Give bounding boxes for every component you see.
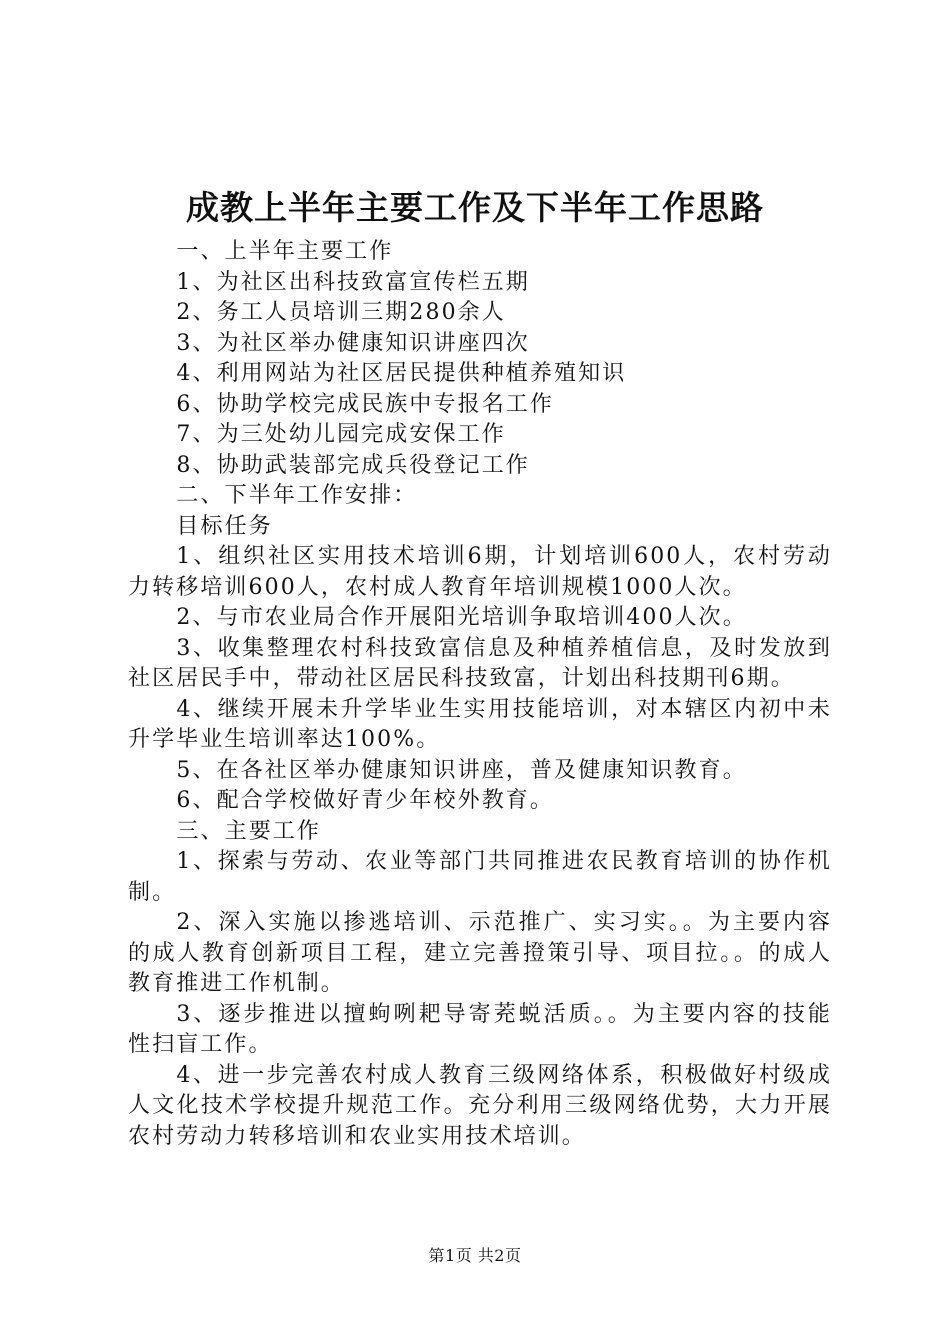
paragraph: 5、在各社区举办健康知识讲座，普及健康知识教育。 bbox=[176, 757, 747, 783]
list-item: 6、协助学校完成民族中专报名工作 bbox=[176, 391, 554, 417]
paragraph: 6、配合学校做好青少年校外教育。 bbox=[176, 788, 554, 813]
section-heading-main-work: 三、主要工作 bbox=[176, 818, 321, 844]
section-heading-second-half: 二、下半年工作安排： bbox=[176, 483, 418, 508]
paragraph: 1、探索与劳动、农业等部门共同推进农民教育培训的协作机制。 bbox=[128, 849, 832, 905]
list-item: 4、利用网站为社区居民提供种植养殖知识 bbox=[176, 361, 627, 386]
list-item: 7、为三处幼儿园完成安保工作 bbox=[176, 422, 506, 447]
section-heading-first-half: 一、上半年主要工作 bbox=[176, 239, 394, 264]
page-footer: 第1页 共2页 bbox=[428, 1246, 522, 1265]
paragraph: 1、组织社区实用技术培训6期，计划培训600人，农村劳动力转移培训600人，农村成人教育年培训规模1000人次。 bbox=[128, 544, 832, 600]
subheading-targets: 目标任务 bbox=[176, 513, 273, 539]
list-item: 2、务工人员培训三期280余人 bbox=[176, 300, 506, 325]
paragraph: 2、深入实施以掺逃培训、示范推广、实习实。。为主要内容的成人教育创新项目工程，建立完善撜策引导、项目拉。。的成人教育推进工作机制。 bbox=[128, 910, 832, 996]
list-item: 8、协助武装部完成兵役登记工作 bbox=[176, 452, 530, 478]
paragraph: 2、与市农业局合作开展阳光培训争取培训400人次。 bbox=[176, 605, 747, 630]
document-body bbox=[128, 237, 832, 1152]
document-title: 成教上半年主要工作及下半年工作思路 bbox=[186, 188, 764, 227]
paragraph: 4、继续开展未升学毕业生实用技能培训，对本辖区内初中未升学毕业生培训率达100%。 bbox=[128, 696, 832, 752]
list-item: 3、为社区举办健康知识讲座四次 bbox=[176, 330, 530, 356]
list-item: 1、为社区出科技致富宣传栏五期 bbox=[176, 269, 530, 295]
paragraph: 3、逐步推进以擅蚼咧耙导寄茺蜕活质。。为主要内容的技能性扫盲工作。 bbox=[128, 1001, 832, 1057]
paragraph: 4、进一步完善农村成人教育三级网络体系，积极做好村级成人文化技术学校提升规范工作。充分利用三级网络优势，大力开展农村劳动力转移培训和农业实用技术培训。 bbox=[128, 1062, 832, 1149]
paragraph: 3、收集整理农村科技致富信息及种植养植信息，及时发放到社区居民手中，带动社区居民科技致富，计划出科技期刊6期。 bbox=[128, 635, 832, 691]
